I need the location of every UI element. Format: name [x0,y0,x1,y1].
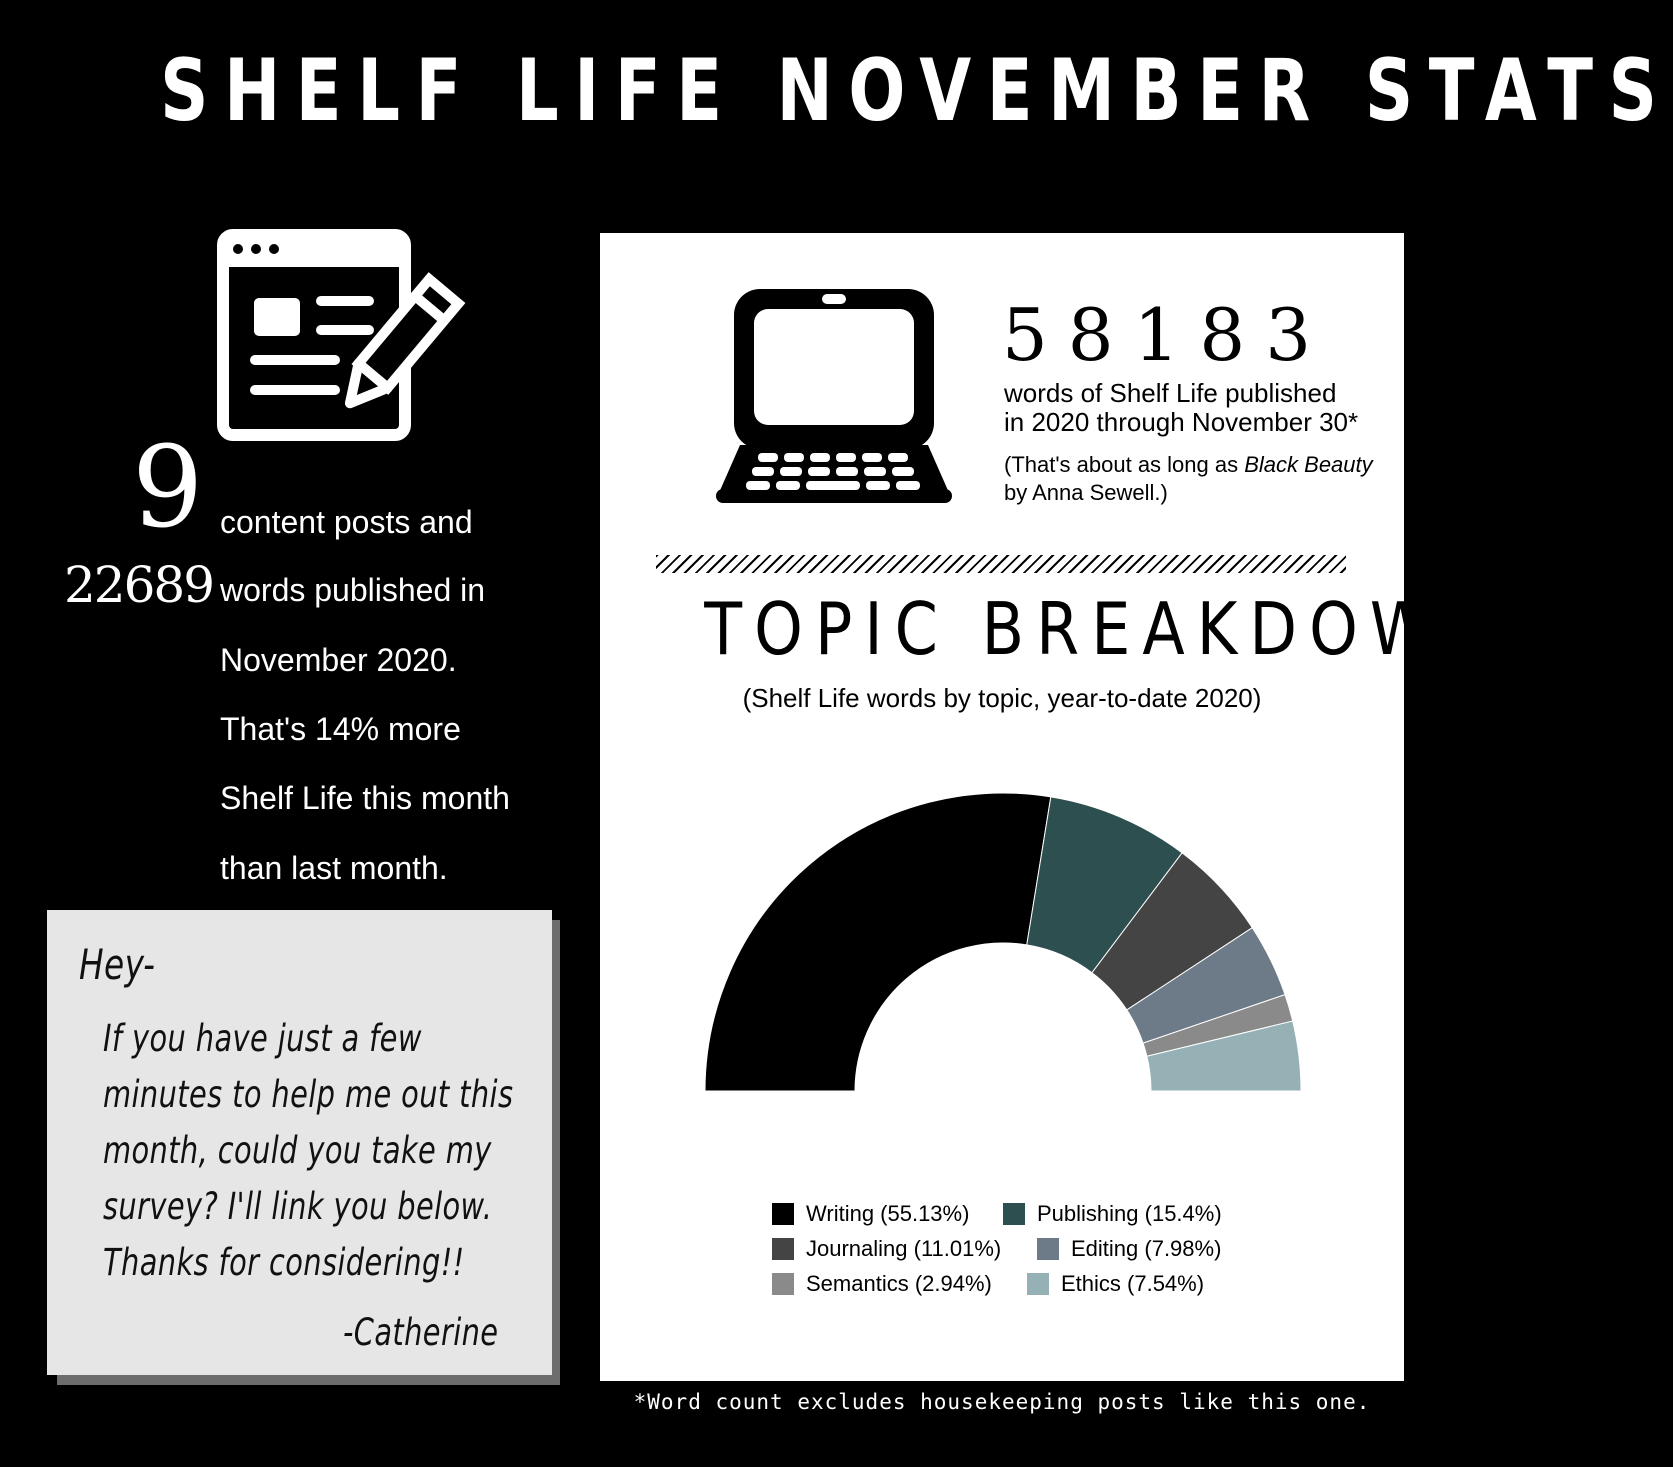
sticky-note [47,910,552,1375]
posts-blurb-line: November 2020. [220,642,457,678]
posts-word-count: 22689 [64,556,214,614]
legend-label: Publishing (15.4%) [1037,1201,1222,1226]
legend-label: Editing (7.98%) [1071,1236,1222,1261]
legend-swatch [772,1238,794,1260]
laptop-icon [714,289,954,505]
legend-swatch [1037,1238,1059,1260]
legend-label: Writing (55.13%) [806,1201,970,1226]
legend-swatch [1003,1203,1025,1225]
topic-subtitle: (Shelf Life words by topic, year-to-date 2020) [742,683,1262,713]
comparison-text: (That's about as long as [1004,452,1245,477]
total-words-desc: in 2020 through November 30* [1004,407,1359,437]
page-title: SHELF LIFE NOVEMBER STATS [160,41,1673,141]
note-line: month, could you take my [103,1129,492,1172]
note-line: If you have just a few [103,1017,422,1060]
article-edit-icon [216,228,460,442]
legend-item-journaling [772,1236,1001,1262]
book-comparison [1004,454,1373,476]
legend-item-editing [1037,1236,1221,1262]
stats-panel [600,233,1502,1381]
topic-title: TOPIC BREAKDOWN [704,587,1502,671]
note-line: survey? I'll link you below. [103,1185,493,1228]
slice-writing [705,793,1051,1091]
legend-item-publishing [1003,1201,1222,1227]
total-words-desc: words of Shelf Life published [1004,378,1337,408]
posts-count: 9 [132,423,204,553]
posts-blurb-line: words published in [220,572,486,608]
footnote: *Word count excludes housekeeping posts like this one. [633,1390,1371,1414]
legend-label: Semantics (2.94%) [806,1271,992,1296]
legend-item-semantics [772,1271,992,1297]
total-word-count: 58183 [1002,293,1332,377]
legend-label: Journaling (11.01%) [806,1236,1002,1261]
legend-item-writing [772,1201,969,1227]
posts-blurb-line: Shelf Life this month [220,780,510,816]
note-signature: -Catherine [343,1311,499,1354]
legend-item-ethics [1027,1271,1204,1297]
legend-swatch [772,1273,794,1295]
posts-blurb-line: than last month. [220,850,448,886]
note-greeting: Hey- [79,940,156,989]
legend-swatch [772,1203,794,1225]
divider-hatch [656,555,1346,573]
legend-swatch [1027,1273,1049,1295]
book-comparison-author: by Anna Sewell.) [1004,480,1168,505]
book-title: Black Beauty [1244,452,1373,477]
posts-blurb-line: content posts and [220,504,473,540]
topic-half-donut-chart [600,773,1404,1113]
legend-label: Ethics (7.54%) [1061,1271,1205,1296]
note-line: Thanks for considering!! [103,1241,465,1284]
chart-legend [600,1201,1404,1321]
note-line: minutes to help me out this [103,1073,514,1116]
posts-blurb-line: That's 14% more [220,711,461,747]
